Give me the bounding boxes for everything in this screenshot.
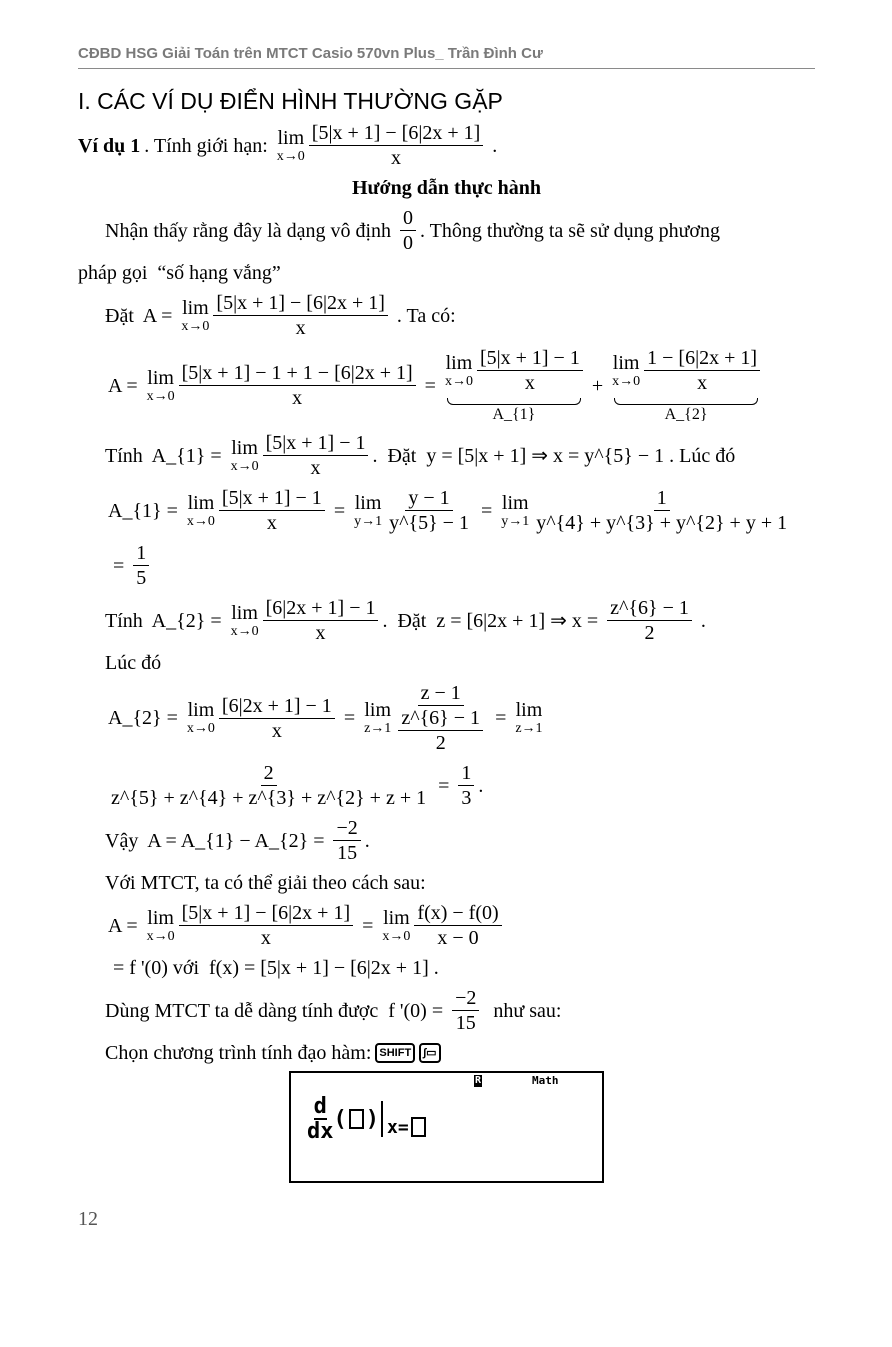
derivative-key-icon: ∫▭ [419,1043,440,1063]
denominator: 0 [403,232,414,254]
d-dx [307,1095,334,1143]
nested-fraction [398,706,483,755]
limit [187,699,215,737]
fraction [607,596,692,645]
header-rule [78,68,815,69]
limit [612,352,640,390]
numerator: y − 1 [405,486,452,511]
text: . Đặt z = [6|2x + 1] ⇒ x = [382,609,604,632]
denominator: 2 [644,622,655,644]
lim-text: lim [364,699,392,721]
text: . Tính giới hạn: [144,134,273,157]
denominator: x − 0 [437,927,479,949]
close-paren: ) [365,1106,379,1132]
text: . [695,609,706,632]
fraction [414,901,501,950]
guide-title: Hướng dẫn thực hành [351,177,542,199]
text: . [487,134,498,157]
numerator: [6|2x + 1] − 1 [263,596,379,621]
denominator: x [524,372,535,394]
text: Vậy A = A_{1} − A_{2} = [105,829,330,852]
fraction [263,431,369,480]
limit [181,297,209,335]
limit-sub: x→0 [612,373,641,389]
limit [364,699,391,737]
brace-label: A_{2} [664,406,708,423]
fraction [452,986,479,1035]
lim-text: lim [612,351,640,374]
limit-sub: x→0 [181,318,210,334]
denominator: x [271,719,282,742]
derivative-template [307,1095,428,1143]
underbrace-content [445,346,583,395]
numerator: z^{6} − 1 [398,706,483,731]
limit [187,492,215,530]
fraction [533,486,790,535]
lim-text: lim [277,126,305,149]
fraction [179,901,354,950]
numerator: f(x) − f(0) [414,901,501,926]
lim-text: lim [231,601,258,624]
text: = [475,499,498,522]
conclusion [78,816,815,865]
define-a [78,291,815,340]
fraction [108,761,429,810]
limit-sub: z→1 [515,721,543,736]
text: . Đặt y = [5|x + 1] ⇒ x = y^{5} − 1 . Lúc đó [372,444,736,467]
fraction [133,541,149,590]
text: A = [108,914,143,937]
lim-text: lim [445,351,473,374]
text: . Thông thường ta sẽ sử dụng phương [420,219,721,242]
text: Chọn chương trình tính đạo hàm: [105,1042,372,1064]
denominator: 15 [337,842,358,864]
fraction [213,291,388,340]
with-calculator: Với MTCT, ta có thể giải theo cách sau: [105,872,426,894]
limit [277,127,305,165]
input-box-icon [349,1109,364,1129]
limit [515,699,542,737]
equation-derivative [78,901,815,980]
equation-a [78,346,815,425]
limit-sub: x→0 [146,928,175,944]
denominator: x [310,457,321,479]
paragraph-1-cont: pháp gọi “số hạng vắng” [78,262,281,284]
page-number: 12 [78,1208,98,1230]
denominator: x [260,927,271,949]
numerator: 1 [458,761,474,786]
text: A = [108,374,143,397]
limit-sub: x→0 [230,458,259,474]
text: . Ta có: [391,304,456,327]
text: = [490,707,512,729]
lim-text: lim [182,296,209,319]
limit-sub: z→1 [364,721,392,736]
limit [445,352,473,390]
equation-a1 [78,486,815,590]
text: = [338,707,361,729]
lim-text: lim [354,491,382,514]
fraction [219,486,325,535]
denominator [395,706,486,755]
denominator: x [697,372,708,394]
fraction [400,206,416,255]
text: = [328,499,351,522]
underbrace-a1 [445,346,583,425]
limit [147,367,175,405]
limit-sub: x→0 [444,373,473,389]
denominator: 2 [435,732,446,754]
math-mode-indicator: Math [532,1074,559,1087]
text: như sau: [483,999,562,1022]
denominator: 15 [455,1012,476,1034]
fraction [333,816,360,865]
text: = [419,374,441,397]
numerator: 1 [654,486,670,511]
numerator: 1 − [6|2x + 1] [644,346,760,371]
example-label: Ví dụ 1 [78,134,141,157]
text: Tính A_{1} = [105,444,227,467]
limit [147,907,175,945]
limit-sub: x→0 [186,721,215,736]
equation-a2 [78,681,815,810]
numerator: [5|x + 1] − 1 + 1 − [6|2x + 1] [179,361,416,386]
limit-sub: x→0 [382,928,411,944]
lim-text: lim [515,699,543,721]
limit [231,437,259,475]
text: = [357,914,379,937]
fraction [219,694,335,743]
brace [447,398,581,405]
numerator: 1 [133,541,149,566]
numerator: z^{6} − 1 [607,596,692,621]
example-1 [78,121,815,170]
numerator: z − 1 [418,681,464,706]
text: = [433,774,455,797]
fraction [263,596,379,645]
denominator: x [315,622,326,644]
eval-bar [381,1101,383,1137]
numerator: [5|x + 1] − [6|2x + 1] [179,901,354,926]
text: = [108,554,130,577]
text: . [364,829,370,852]
fraction [644,346,760,395]
text: + [586,374,609,397]
shift-key-icon: SHIFT [375,1043,415,1063]
denominator: y^{4} + y^{3} + y^{2} + y + 1 [536,512,788,534]
numerator: 0 [400,206,416,231]
denominator: 3 [461,787,472,809]
text: . [478,774,484,797]
text: Dùng MTCT ta dễ dàng tính được f '(0) = [105,999,449,1022]
fraction [395,681,486,755]
fraction [179,361,416,410]
numerator: −2 [333,816,360,841]
limit-sub: x→0 [230,623,259,639]
choose-program [78,1041,815,1065]
limit [354,492,382,530]
lim-text: lim [231,436,258,459]
limit-sub: x→0 [146,388,175,404]
text: Tính A_{2} = [105,609,227,632]
numerator: [5|x + 1] − [6|2x + 1] [309,121,484,146]
use-calculator [78,986,815,1035]
denominator: x [266,512,277,534]
dx: dx [307,1119,334,1145]
brace [614,398,758,405]
input-box-icon [411,1117,426,1137]
denominator: x [292,387,303,409]
text: = f '(0) với f(x) = [5|x + 1] − [6|2x + 1] . [108,957,439,979]
limit-sub: x→0 [276,148,305,164]
underbrace-a2 [612,346,760,425]
fraction [309,121,484,170]
numerator: [6|2x + 1] − 1 [219,694,335,719]
radian-indicator: R [475,1075,482,1086]
fraction [477,346,583,395]
text: Nhận thấy rằng đây là dạng vô định [105,219,397,242]
text: Đặt A = [105,304,178,327]
denominator: y^{5} − 1 [389,512,469,534]
calculator-screen [289,1071,604,1183]
lim-text: lim [147,906,174,929]
lim-text: lim [187,699,215,721]
compute-a2 [78,596,815,645]
text: A_{1} = [108,499,183,522]
fraction [386,486,472,535]
compute-a1 [78,431,815,480]
numerator: 2 [261,761,277,786]
numerator: −2 [452,986,479,1011]
lim-text: lim [501,491,529,514]
limit-sub: x→0 [186,513,215,529]
limit-sub: y→1 [501,513,530,529]
denominator: 5 [136,567,147,589]
d: d [313,1094,327,1119]
denominator: x [295,317,306,339]
lim-text: lim [383,906,410,929]
paragraph-1 [78,206,815,255]
luc-do: Lúc đó [105,652,162,674]
open-paren: ( [333,1106,347,1132]
lim-text: lim [187,491,215,514]
limit [231,602,259,640]
denominator: z^{5} + z^{4} + z^{3} + z^{2} + z + 1 [111,787,427,809]
underbrace-content [612,346,760,395]
fraction [458,761,474,810]
denominator: x [391,147,402,169]
section-heading: I. CÁC VÍ DỤ ĐIỂN HÌNH THƯỜNG GẶP [78,88,503,114]
running-header: CĐBD HSG Giải Toán trên MTCT Casio 570vn Plus_ Trần Đình Cư [78,45,543,62]
lim-text: lim [147,366,174,389]
numerator: [5|x + 1] − [6|2x + 1] [213,291,388,316]
numerator: [5|x + 1] − 1 [263,431,369,456]
x-equals: x= [387,1116,409,1138]
numerator: [5|x + 1] − 1 [477,346,583,371]
limit-sub: y→1 [354,513,383,529]
limit [382,907,410,945]
brace-label: A_{1} [492,406,536,423]
numerator: [5|x + 1] − 1 [219,486,325,511]
text: A_{2} = [108,707,183,729]
limit [501,492,529,530]
